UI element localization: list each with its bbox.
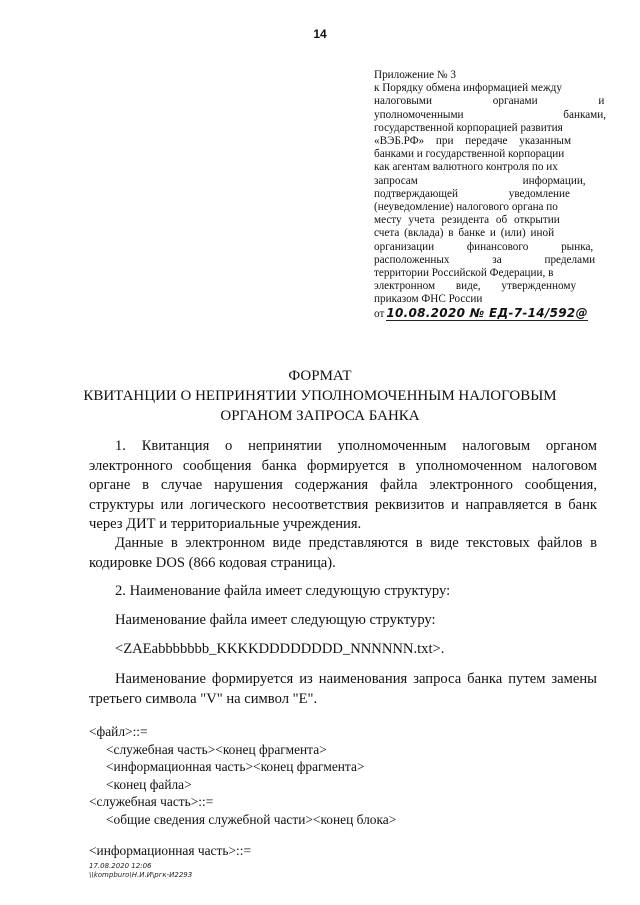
footer-stamp (89, 862, 192, 880)
appendix-line: «ВЭБ.РФ» при передаче указанным (374, 135, 572, 148)
appendix-line: к Порядку обмена информацией между (374, 82, 562, 95)
footer-date: 17.08.2020 12:06 (89, 862, 152, 870)
appendix-line: месту учета резидента об открытии (374, 214, 560, 227)
appendix-line: как агентам валютного контроля по их (374, 161, 558, 174)
grammar-line: <служебная часть>::= (89, 794, 214, 810)
filename-pattern: <ZAEabbbbbbb_KKKKDDDDDDDD_NNNNNN.txt>. (115, 641, 445, 657)
grammar-line: <файл>::= (89, 724, 148, 739)
paragraph-1: 1. Квитанция о непринятии уполномоченным налоговым органом электронного сообщения банка формируется в уполномоченном налоговом органе в случае нарушения содержания файла электронного сообщения, структуры или логического несоответствия реквизитов и направляется в банк через ДИТ и территориальные учреждения. (89, 438, 597, 532)
grammar-line: <информационная часть><конец фрагмента> (106, 759, 365, 775)
paragraph-2: Данные в электронном виде представляются в виде текстовых файлов в кодировке DOS (866 кодовая страница). (89, 535, 597, 571)
appendix-line: подтверждающей уведомление (374, 187, 570, 200)
appendix-title: Приложение № 3 (374, 69, 456, 81)
page-number: 14 (313, 27, 327, 41)
grammar-line: <конец файла> (106, 776, 192, 792)
footer-path: \\kompburo\Н.И.И\ргк-И2293 (89, 871, 193, 879)
handwritten-order-number: 10.08.2020 № ЕД-7-14/592@ (386, 305, 588, 320)
signature-line (374, 305, 588, 321)
paragraph-3: 2. Наименование файла имеет следующую структуру: (115, 583, 451, 599)
paragraph-4: Наименование файла имеет следующую структуру: (115, 612, 436, 628)
heading-format: ФОРМАТ (288, 368, 352, 384)
appendix-line: территории Российской Федерации, в (374, 267, 554, 280)
appendix-line: (неуведомление) налогового органа по (374, 201, 558, 214)
appendix-line: счета (вклада) в банке и (или) иной (374, 227, 555, 240)
paragraph-6: Наименование формируется из наименования запроса банка путем замены третьего символа "V" на символ "E". (89, 671, 597, 707)
grammar-line: <служебная часть><конец фрагмента> (106, 741, 327, 757)
grammar-block-1 (89, 723, 396, 829)
appendix-line: государственной корпорацией развития (374, 121, 563, 134)
appendix-line: запросам информации, (374, 174, 586, 187)
appendix-line: налоговыми органами и (374, 95, 605, 108)
appendix-block (374, 69, 607, 321)
appendix-line: организации финансового рынка, (374, 240, 594, 253)
appendix-line: электронном виде, утвержденному (374, 280, 577, 293)
heading-line-2: КВИТАНЦИИ О НЕПРИНЯТИИ УПОЛНОМОЧЕННЫМ НАЛОГОВЫМ (83, 388, 557, 404)
appendix-line: расположенных за пределами (374, 253, 596, 266)
grammar-line: <общие сведения служебной части><конец блока> (106, 811, 397, 827)
heading-line-3: ОРГАНОМ ЗАПРОСА БАНКА (220, 408, 420, 424)
sign-prefix: от (374, 307, 385, 320)
appendix-line: банками и государственной корпорации (374, 148, 565, 161)
appendix-line: приказом ФНС России (374, 293, 483, 306)
appendix-line: уполномоченными банками, (374, 108, 607, 121)
grammar-block-2: <информационная часть>::= (89, 843, 252, 858)
